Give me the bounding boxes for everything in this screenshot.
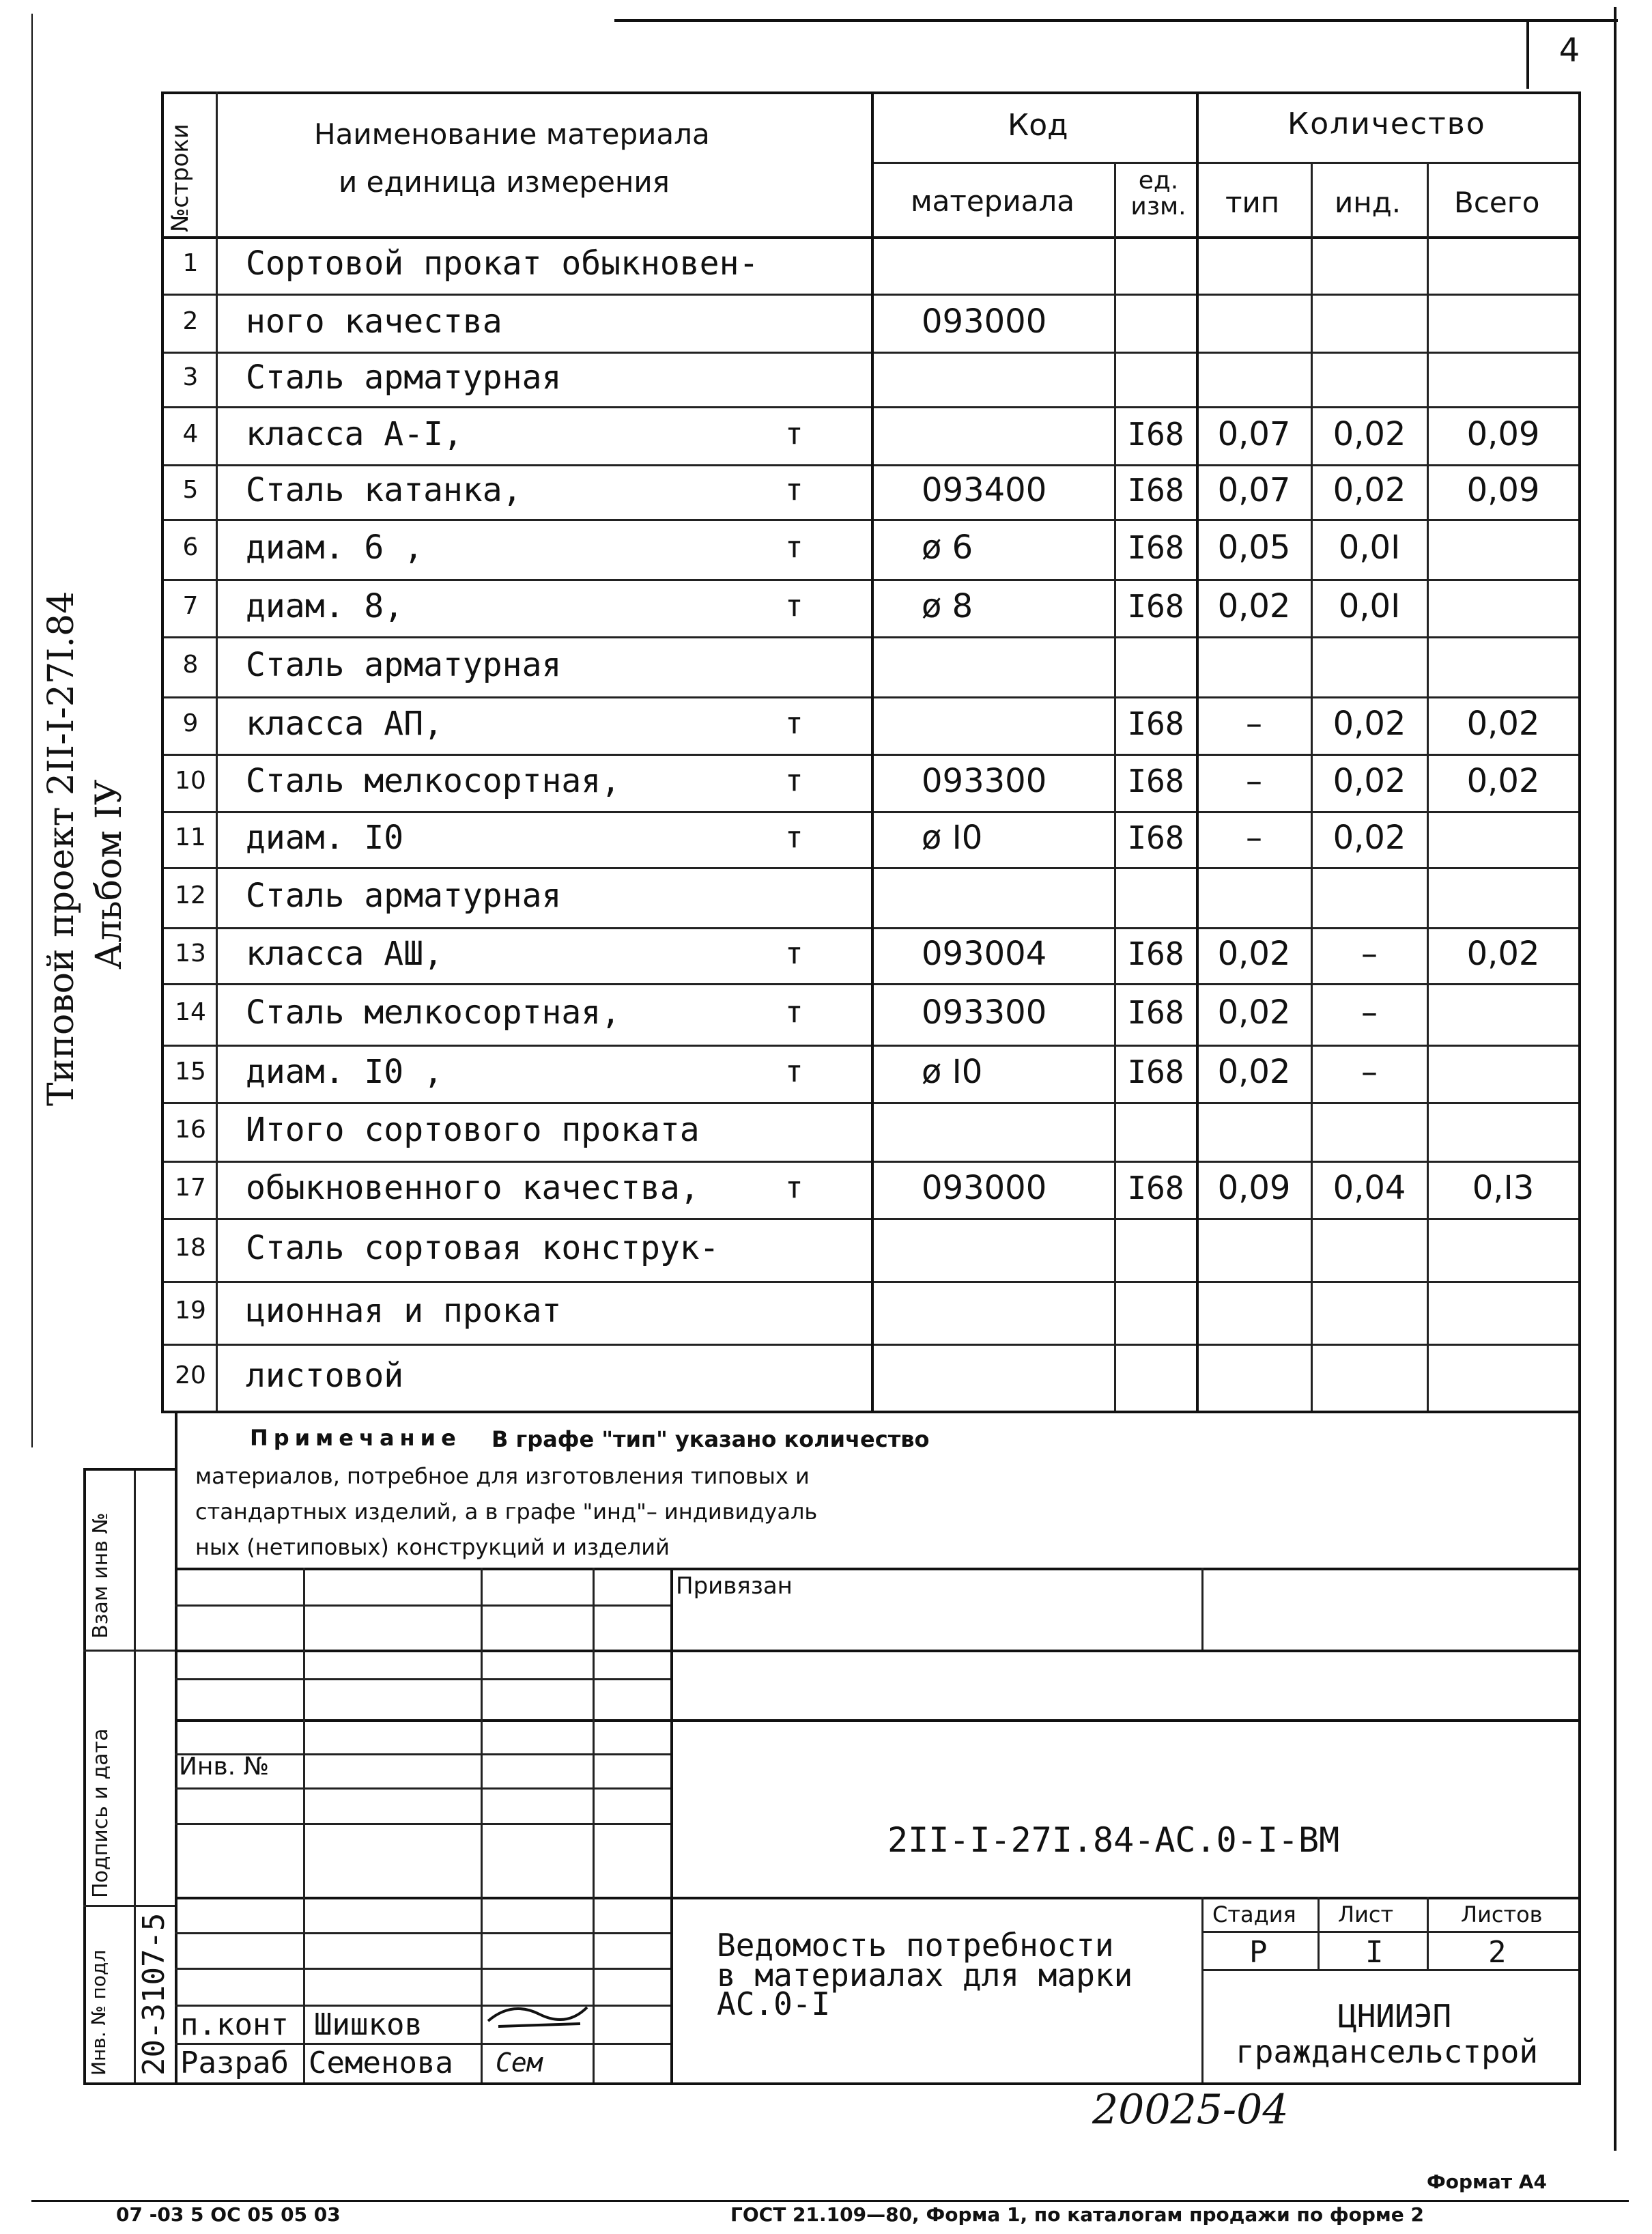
stamp-org-line2: граждансельстрой [1236, 2033, 1539, 2070]
note-line4: ных (нетиповых) конструкций и изделий [195, 1534, 670, 1560]
row-material-name: ного качества [246, 302, 502, 341]
row-material-name: класса АП, [246, 705, 443, 743]
stamp-stage-col-2 [1427, 1897, 1429, 1969]
table-left-border [161, 91, 164, 1411]
page-number: 4 [1558, 31, 1580, 70]
row-qty-total: 0,09 [1466, 414, 1540, 453]
row-unit-code: I68 [1127, 529, 1184, 566]
stamp-name2: Семенова [309, 2046, 453, 2080]
stamp-bottom-border [83, 2082, 1581, 2085]
stamp-name1: Шишков [314, 2007, 423, 2042]
row-qty-ind: 0,02 [1333, 471, 1406, 509]
header-code: Код [1008, 108, 1068, 143]
row-unit: т [785, 416, 803, 451]
side-stamp-outer [83, 1468, 86, 2082]
side-stamp-sep2 [83, 1905, 175, 1907]
row-number: 2 [182, 307, 199, 335]
row-number: 5 [182, 476, 199, 504]
row-unit: т [785, 589, 803, 623]
side-stamp-podpis: Подпись и дата [89, 1728, 113, 1898]
row-qty-ind: – [1361, 935, 1378, 973]
row-material-code: ø I0 [922, 1053, 983, 1091]
row-qty-type: 0,02 [1217, 993, 1291, 1032]
row-qty-ind: 0,0I [1338, 528, 1401, 567]
stamp-doc-code: 2II-I-27I.84-АС.0-I-ВМ [887, 1820, 1340, 1860]
header-row-number: №строки [167, 124, 194, 232]
col-tip-divider [1311, 162, 1313, 1411]
row-qty-total: 0,I3 [1472, 1169, 1535, 1207]
stamp-stage-header-line [1201, 1931, 1578, 1933]
stamp-line-privyazan-top [175, 1568, 1581, 1570]
footer-rule [31, 2200, 1629, 2202]
stamp-title-line1: Ведомость потребности [717, 1927, 1114, 1964]
row-number: 16 [175, 1116, 206, 1144]
side-stamp-vzam: Взам инв № [89, 1512, 113, 1639]
row-number: 11 [175, 823, 206, 851]
row-material-name: Сортовой прокат обыкновен- [246, 244, 759, 283]
row-qty-total: 0,02 [1466, 935, 1540, 973]
row-material-code: 093400 [922, 471, 1047, 509]
row-qty-type: – [1246, 819, 1262, 857]
row-material-name: ционная и прокат [246, 1292, 562, 1330]
row-number: 20 [175, 1361, 206, 1389]
row-unit: т [785, 763, 803, 798]
row-material-name: Сталь мелкосортная, [246, 993, 621, 1032]
row-unit-code: I68 [1127, 415, 1184, 453]
row-unit-code: I68 [1127, 588, 1184, 625]
stamp-right-border [1578, 1411, 1581, 2082]
row-unit: т [785, 530, 803, 565]
stamp-stadia: Р [1249, 1935, 1268, 1970]
row-unit: т [785, 820, 803, 855]
stamp-small-row-7 [175, 1968, 670, 1970]
col-ind-divider [1427, 162, 1429, 1411]
row-material-code: 093000 [922, 1169, 1047, 1207]
row-qty-type: – [1246, 762, 1262, 800]
footer-left: 07 -03 5 OC 05 05 03 [116, 2203, 341, 2226]
stamp-title-line3: АС.0-I [717, 1985, 831, 2022]
frame-right-line [1614, 7, 1617, 2151]
stamp-listov-label: Листов [1461, 1901, 1543, 1927]
stamp-inv-no: Инв. № [179, 1753, 270, 1781]
header-ind: инд. [1335, 186, 1401, 219]
row-material-code: 093300 [922, 993, 1047, 1032]
stamp-stage-col-1 [1318, 1897, 1320, 1969]
row-number: 1 [182, 249, 199, 277]
row-number: 14 [175, 998, 206, 1026]
row-unit-code: I68 [1127, 472, 1184, 509]
page-number-box-left [1526, 20, 1529, 89]
row-qty-ind: 0,02 [1333, 705, 1406, 743]
row-material-name: Сталь мелкосортная, [246, 762, 621, 800]
row-unit: т [785, 995, 803, 1030]
row-material-name: листовой [246, 1357, 404, 1395]
note-line1: В графе "тип" указано количество [492, 1426, 930, 1452]
row-unit-code: I68 [1127, 1054, 1184, 1090]
row-qty-total: 0,02 [1466, 705, 1540, 743]
stamp-small-row-9 [175, 2043, 670, 2045]
signature-1 [485, 1994, 594, 2035]
header-name-line2: и единица измерения [339, 165, 670, 199]
row-unit-code: I68 [1127, 763, 1184, 800]
row-unit: т [785, 1170, 803, 1205]
stamp-line-4 [175, 1897, 1581, 1899]
stamp-line-3 [175, 1719, 1581, 1722]
row-unit-code: I68 [1127, 1170, 1184, 1206]
col-unit-divider [1196, 91, 1199, 1411]
row-qty-ind: 0,04 [1333, 1169, 1406, 1207]
row-number: 12 [175, 881, 206, 909]
table-bottom-border [161, 1411, 1581, 1413]
row-material-code: 093000 [922, 302, 1047, 341]
stamp-title-right [1201, 1897, 1204, 2082]
side-stamp-sep1 [83, 1650, 175, 1652]
stamp-role1: п.конт [180, 2007, 289, 2042]
stamp-stadia-label: Стадия [1212, 1901, 1296, 1927]
header-total: Всего [1454, 186, 1540, 219]
row-number: 10 [175, 767, 206, 795]
row-material-name: Сталь сортовая конструк- [246, 1229, 720, 1267]
row-number: 18 [175, 1234, 206, 1262]
frame-left-margin-line [31, 14, 33, 1447]
row-number: 7 [182, 592, 199, 620]
row-qty-ind: 0,02 [1333, 819, 1406, 857]
row-unit: т [785, 706, 803, 741]
row-qty-type: 0,02 [1217, 1053, 1291, 1091]
header-name-line1: Наименование материала [314, 117, 710, 151]
header-mid-line [871, 162, 1581, 164]
row-number: 6 [182, 533, 199, 561]
row-number: 17 [175, 1174, 206, 1202]
stamp-small-row-4 [175, 1787, 670, 1790]
stamp-list-label: Лист [1338, 1901, 1394, 1927]
side-stamp-inner [134, 1468, 136, 2082]
stamp-small-row-5 [175, 1823, 670, 1825]
row-qty-ind: 0,0I [1338, 587, 1401, 625]
row-qty-type: 0,05 [1217, 528, 1291, 567]
row-unit-code: I68 [1127, 705, 1184, 742]
side-stamp-inv-podl: Инв. № подл [87, 1949, 110, 2076]
side-title-line1: Типовой проект 2II-I-27I.84 [41, 591, 82, 1106]
row-unit: т [785, 936, 803, 971]
row-qty-type: 0,07 [1217, 414, 1291, 453]
stamp-title-line2: в материалах для марки [717, 1957, 1133, 1994]
row-unit: т [785, 1054, 803, 1089]
row-number: 4 [182, 419, 199, 448]
row-material-name: диам. I0 , [246, 1053, 443, 1091]
stamp-listov: 2 [1488, 1935, 1507, 1970]
header-type: тип [1225, 186, 1280, 219]
format-label: Формат А4 [1427, 2171, 1547, 2193]
stamp-sig2: Сем [496, 2048, 543, 2078]
row-qty-type: 0,02 [1217, 587, 1291, 625]
row-number: 8 [182, 651, 199, 679]
row-material-code: ø 6 [922, 528, 973, 567]
stamp-small-row-8 [175, 2005, 670, 2007]
row-number: 9 [182, 709, 199, 737]
row-unit-code: I68 [1127, 994, 1184, 1031]
note-line2: материалов, потребное для изготовления типовых и [195, 1463, 810, 1489]
row-material-name: Сталь катанка, [246, 471, 522, 509]
row-number: 19 [175, 1297, 206, 1325]
note-label: Примечание [250, 1425, 461, 1451]
row-material-name: Итого сортового проката [246, 1111, 700, 1149]
row-material-code: 093300 [922, 762, 1047, 800]
side-title-line2: Альбом IУ [89, 779, 130, 970]
row-material-name: класса АШ, [246, 935, 443, 973]
row-unit-code: I68 [1127, 819, 1184, 856]
stamp-list: I [1365, 1935, 1384, 1970]
row-material-name: обыкновенного качества, [246, 1169, 700, 1207]
stamp-small-row-1 [175, 1604, 670, 1607]
row-material-name: Сталь арматурная [246, 646, 562, 684]
row-qty-total: 0,09 [1466, 471, 1540, 509]
row-qty-type: 0,02 [1217, 935, 1291, 973]
col-rownum-divider [216, 91, 218, 1411]
row-unit-code: I68 [1127, 935, 1184, 972]
header-code-material: материала [911, 184, 1075, 218]
row-number: 3 [182, 363, 199, 391]
stamp-privyazan: Привязан [676, 1572, 793, 1600]
handwritten-number: 20025-04 [1092, 2086, 1289, 2134]
frame-top-line [614, 19, 1618, 22]
row-material-code: ø I0 [922, 819, 983, 857]
stamp-col-1 [303, 1568, 305, 2082]
stamp-small-row-6 [175, 1932, 670, 1934]
row-material-code: ø 8 [922, 587, 973, 625]
row-material-name: диам. 6 , [246, 528, 424, 567]
stamp-col-2 [481, 1568, 483, 2082]
stamp-left-border [175, 1411, 177, 2082]
row-number: 13 [175, 939, 206, 967]
side-stamp-inv-number: 20-3107-5 [137, 1912, 171, 2076]
col-name-divider [871, 91, 874, 1411]
row-unit: т [785, 472, 803, 507]
stamp-col-4 [670, 1568, 673, 2082]
side-stamp-top [83, 1468, 175, 1471]
row-material-name: класса А-I, [246, 414, 463, 453]
row-material-code: 093004 [922, 935, 1047, 973]
row-qty-ind: – [1361, 993, 1378, 1032]
table-right-border [1578, 91, 1581, 1411]
row-qty-ind: 0,02 [1333, 414, 1406, 453]
stamp-org-line1: ЦНИИЭП [1338, 1998, 1452, 2035]
row-qty-ind: – [1361, 1053, 1378, 1091]
header-code-unit: ед. изм. [1130, 167, 1186, 221]
header-quantity: Количество [1287, 107, 1486, 141]
stamp-line-2 [175, 1650, 1581, 1652]
row-material-name: диам. 8, [246, 587, 404, 625]
row-number: 15 [175, 1058, 206, 1086]
row-qty-type: – [1246, 705, 1262, 743]
row-material-name: Сталь арматурная [246, 358, 562, 397]
footer-right: ГОСТ 21.109—80, Форма 1, по каталогам продажи по форме 2 [730, 2203, 1424, 2226]
stamp-role2: Разраб [180, 2046, 289, 2080]
row-material-name: диам. I0 [246, 819, 404, 857]
stamp-privyazan-right [1201, 1568, 1204, 1650]
row-qty-ind: 0,02 [1333, 762, 1406, 800]
note-line3: стандартных изделий, а в графе "инд"– индивидуаль [195, 1499, 818, 1525]
row-qty-type: 0,09 [1217, 1169, 1291, 1207]
row-qty-type: 0,07 [1217, 471, 1291, 509]
row-material-name: Сталь арматурная [246, 877, 562, 915]
stamp-small-row-2 [175, 1678, 670, 1680]
row-qty-total: 0,02 [1466, 762, 1540, 800]
